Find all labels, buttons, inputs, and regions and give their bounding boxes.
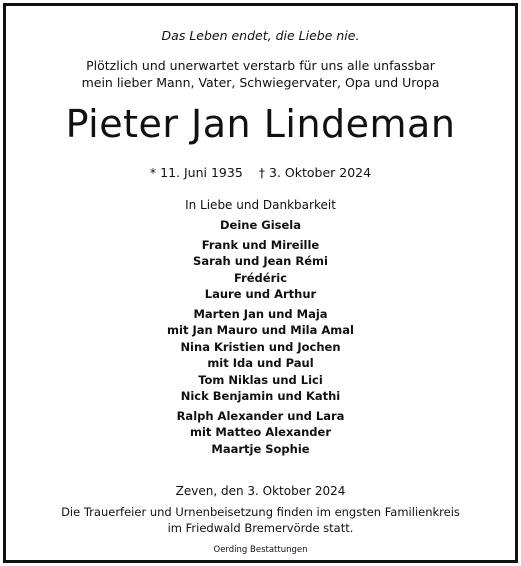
mourner: mit Ida und Paul [207, 356, 314, 370]
intro-text [0, 57, 521, 91]
mourner: mit Jan Mauro und Mila Amal [167, 323, 354, 337]
funeral-home: Oerding Bestattungen [213, 545, 308, 555]
mourner-group [0, 306, 521, 405]
mourner: Deine Gisela [219, 218, 301, 232]
death-date: † 3. Oktober 2024 [258, 165, 372, 180]
funeral-notice [0, 504, 521, 536]
mourner: Sarah und Jean Rémi [193, 254, 328, 268]
mourner-group [0, 217, 521, 234]
life-dates [0, 165, 521, 180]
intro-line: mein lieber Mann, Vater, Schwiegervater, Opa und Uropa [81, 75, 440, 90]
mourners-list [0, 217, 521, 460]
intro-line: Plötzlich und unerwartet verstarb für uns alle unfassbar [86, 58, 435, 73]
gratitude-line: In Liebe und Dankbarkeit [185, 198, 336, 212]
mourner: Laure und Arthur [204, 287, 317, 301]
mourner-group [0, 237, 521, 303]
mourner: Frédéric [233, 270, 288, 285]
notice-line: Die Trauerfeier und Urnenbeisetzung finden im engsten Familienkreis [61, 505, 460, 519]
mourner: Nina Kristien und Jochen [180, 339, 341, 354]
mourner: mit Matteo Alexander [189, 425, 332, 439]
mourner: Tom Niklas und Lici [198, 372, 323, 387]
mourner: Ralph Alexander und Lara [176, 408, 345, 423]
mourner: Marten Jan und Maja [193, 306, 328, 321]
notice-line: im Friedwald Bremervörde statt. [167, 521, 354, 535]
mourner: Nick Benjamin und Kathi [180, 389, 341, 403]
mourner: Frank und Mireille [201, 237, 320, 252]
birth-date: * 11. Juni 1935 [149, 165, 243, 180]
motto: Das Leben endet, die Liebe nie. [161, 28, 360, 43]
mourner-group [0, 408, 521, 458]
deceased-name: Pieter Jan Lindeman [65, 102, 456, 146]
mourner: Maartje Sophie [211, 441, 310, 456]
place-date: Zeven, den 3. Oktober 2024 [175, 484, 346, 498]
